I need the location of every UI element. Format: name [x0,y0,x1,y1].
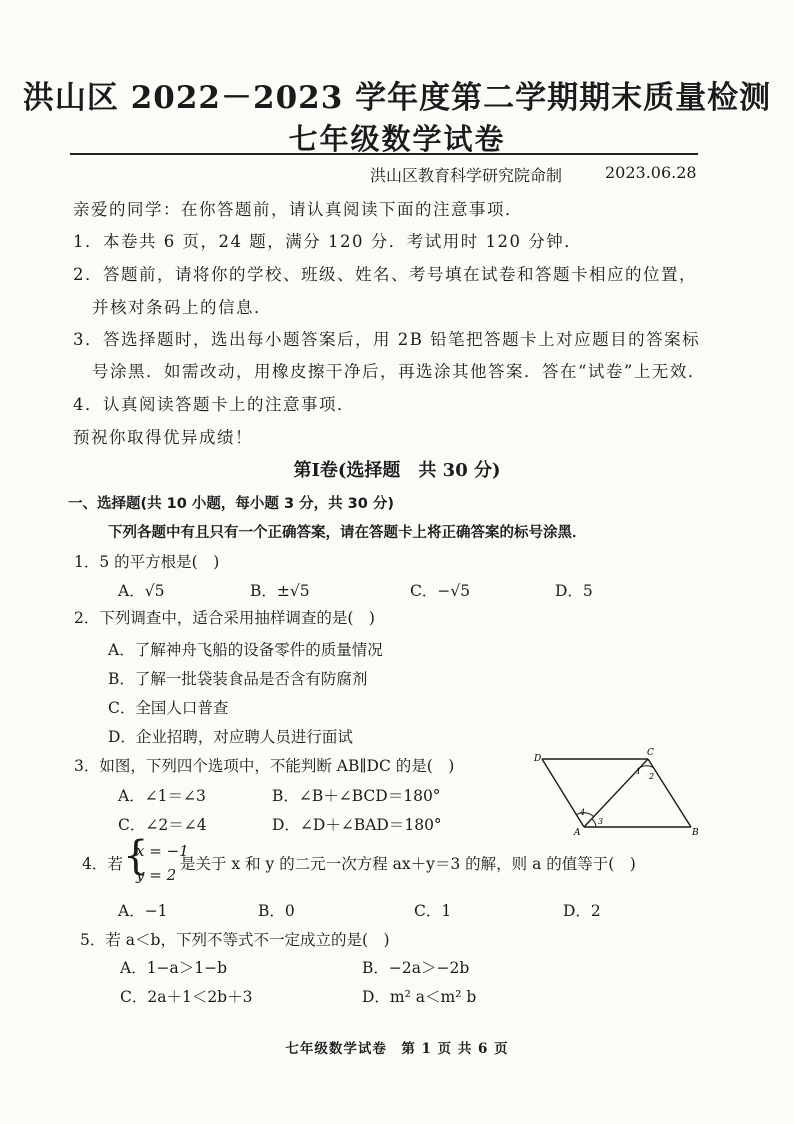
question-2-option-b: B．了解一批袋装食品是否含有防腐剂 [108,670,368,688]
exam-subtitle: 七年级数学试卷 [288,122,506,156]
angle-arc-a-lower [592,819,596,827]
section-title: 第Ⅰ卷(选择题 共 30 分) [293,460,501,481]
point-a-label: A [574,828,581,838]
exam-date: 2023.06.28 [605,163,697,182]
question-4-eq1: x = −1 [136,842,189,860]
notice-item-1: 1．本卷共 6 页，24 题，满分 120 分．考试用时 120 分钟． [73,232,583,251]
question-2-option-c: C．全国人口普查 [108,699,229,717]
question-3-stem: 3．如图，下列四个选项中，不能判断 AB∥DC 的是( ) [74,757,455,775]
question-5-option-b: B．−2a＞−2b [362,959,470,977]
notice-wish: 预祝你取得优异成绩！ [73,428,253,447]
exam-title: 洪山区 2022－2023 学年度第二学期期末质量检测 [22,80,772,116]
question-4-prefix: 4．若 [82,855,123,873]
segment-ad [542,759,584,827]
notice-item-3: 3．答选择题时，选出每小题答案后，用 2B 铅笔把答题卡上对应题目的答案标 [73,330,701,349]
question-4-eq2: y = 2 [136,866,177,884]
question-3-option-a: A．∠1＝∠3 [118,787,206,805]
question-5-option-c: C．2a＋1＜2b＋3 [120,988,253,1006]
section-instruction: 下列各题中有且只有一个正确答案，请在答题卡上将正确答案的标号涂黑． [108,525,587,541]
question-1-option-b: B．±√5 [250,582,310,600]
question-1-option-a: A．√5 [118,582,165,600]
angle-1-label: 1 [636,767,642,776]
angle-4-label: 4 [580,808,586,817]
question-5-option-a: A．1−a＞1−b [120,959,228,977]
point-d-label: D [534,754,542,764]
question-2-option-a: A．了解神舟飞船的设备零件的质量情况 [108,641,383,659]
question-4-option-b: B．0 [258,902,295,920]
system-brace: { [123,833,149,879]
question-1-option-c: C．−√5 [410,582,471,600]
question-4-option-c: C．1 [414,902,452,920]
page-footer: 七年级数学试卷 第 1 页 共 6 页 [285,1041,509,1057]
question-2-option-d: D．企业招聘，对应聘人员进行面试 [108,728,353,746]
notice-item-2-cont: 并核对条码上的信息． [92,298,272,317]
point-b-label: B [692,828,699,838]
question-3-figure [528,745,708,840]
question-5-option-d: D．m² a＜m² b [362,988,477,1006]
question-4-option-a: A．−1 [118,902,168,920]
angle-2-label: 2 [649,772,655,781]
notice-item-2: 2．答题前，请将你的学校、班级、姓名、考号填在试卷和答题卡相应的位置， [73,265,697,284]
angle-3-label: 3 [598,817,604,826]
notice-intro: 亲爱的同学：在你答题前，请认真阅读下面的注意事项． [73,200,523,219]
section-heading: 一、选择题(共 10 小题，每小题 3 分，共 30 分) [68,496,394,512]
notice-item-3-cont: 号涂黑．如需改动，用橡皮擦干净后，再选涂其他答案．答在“试卷”上无效． [92,362,706,381]
question-3-option-d: D．∠D＋∠BAD＝180° [272,816,442,834]
segment-cb [648,759,691,827]
notice-item-4: 4．认真阅读答题卡上的注意事项． [73,395,355,414]
question-3-option-b: B．∠B＋∠BCD＝180° [272,787,441,805]
question-2-stem: 2．下列调查中，适合采用抽样调查的是( ) [74,609,375,627]
question-1-stem: 1．5 的平方根是( ) [74,553,220,571]
question-4-suffix: 是关于 x 和 y 的二元一次方程 ax＋y＝3 的解，则 a 的值等于( ) [180,855,636,873]
question-3-option-c: C．∠2＝∠4 [118,816,207,834]
question-5-stem: 5．若 a＜b，下列不等式不一定成立的是( ) [80,931,390,949]
header-rule [70,153,698,155]
question-4-option-d: D．2 [563,902,601,920]
question-1-option-d: D．5 [555,582,593,600]
authority-text: 洪山区教育科学研究院命制 [370,166,563,185]
point-c-label: C [647,748,654,758]
